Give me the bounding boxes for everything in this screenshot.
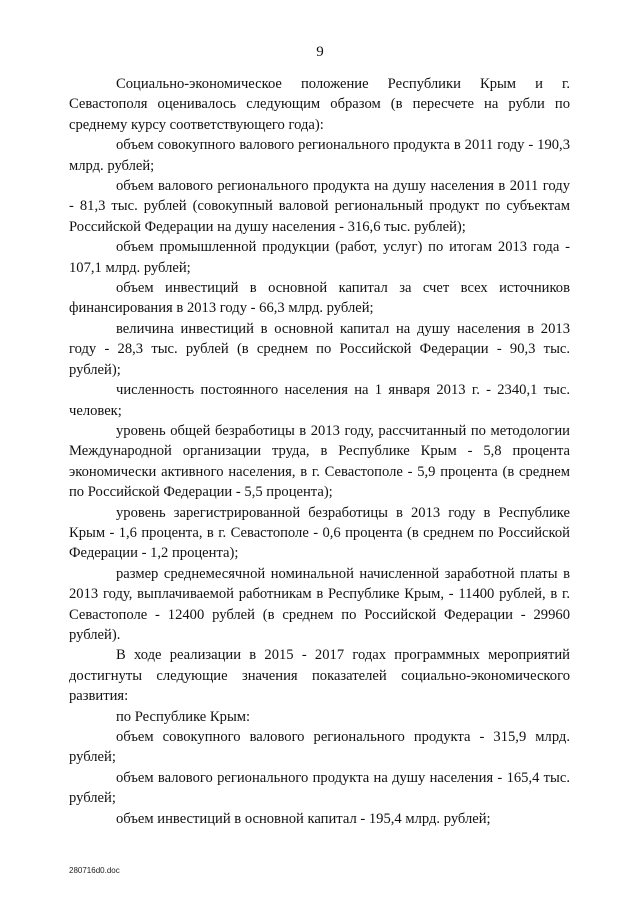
paragraph-intro: Социально-экономическое положение Республики Крым и г. Севастополя оценивалось следующим образом (в пересчете на рубли по среднему курсу соответствующего года): <box>69 76 570 133</box>
paragraph-program-results: В ходе реализации в 2015 - 2017 годах программных мероприятий достигнуты следующие значения показателей социально-экономического развития: <box>69 647 570 705</box>
paragraph-wages: размер среднемесячной номинальной начисленной заработной платы в 2013 году, выплачиваемой работникам в Республике Крым, - 11400 рублей, в г. Севастополе - 12400 рублей (в среднем по Российской Федерации - 29960 рублей). <box>69 565 570 643</box>
paragraph-population: численность постоянного населения на 1 января 2013 г. - 2340,1 тыс. человек; <box>69 382 570 419</box>
paragraph-industrial-output: объем промышленной продукции (работ, услуг) по итогам 2013 года - 107,1 млрд. рублей; <box>69 239 570 276</box>
paragraph-crimea-grp: объем совокупного валового регионального продукта - 315,9 млрд. рублей; <box>69 729 570 766</box>
paragraph-crimea-investment: объем инвестиций в основной капитал - 195,4 млрд. рублей; <box>116 810 491 827</box>
paragraph-investment-per-capita: величина инвестиций в основной капитал на душу населения в 2013 году - 28,3 тыс. рублей (в среднем по Российской Федерации - 90,3 тыс. рублей); <box>69 320 570 378</box>
paragraph-crimea-heading: по Республике Крым: <box>116 708 251 725</box>
paragraph-unemployment-general: уровень общей безработицы в 2013 году, рассчитанный по методологии Международной организации труда, в Республике Крым - 5,8 процента экономически активного населения, в г. Севастополе - 5,9 процента (в среднем по Российской Федерации - 5,5 процента); <box>69 422 570 501</box>
paragraph-grp-per-capita: объем валового регионального продукта на душу населения в 2011 году - 81,3 тыс. рублей (совокупный валовой региональный продукт по субъектам Российской Федерации на душу населения - 316,6 тыс. рублей); <box>69 178 570 235</box>
paragraph-investment-total: объем инвестиций в основной капитал за счет всех источников финансирования в 2013 году - 66,3 млрд. рублей; <box>69 280 570 317</box>
paragraph-grp-2011: объем совокупного валового регионального продукта в 2011 году - 190,3 млрд. рублей; <box>69 137 570 174</box>
paragraph-crimea-grp-per-capita: объем валового регионального продукта на душу населения - 165,4 тыс. рублей; <box>69 769 570 807</box>
page-number: 9 <box>316 44 324 60</box>
body-text <box>69 74 570 829</box>
paragraph-unemployment-registered: уровень зарегистрированной безработицы в 2013 году в Республике Крым - 1,6 процента, в г. Севастополе - 0,6 процента (в среднем по Российской Федерации - 1,2 процента); <box>69 504 570 562</box>
document-filename-footer: 280716d0.doc <box>69 866 120 875</box>
